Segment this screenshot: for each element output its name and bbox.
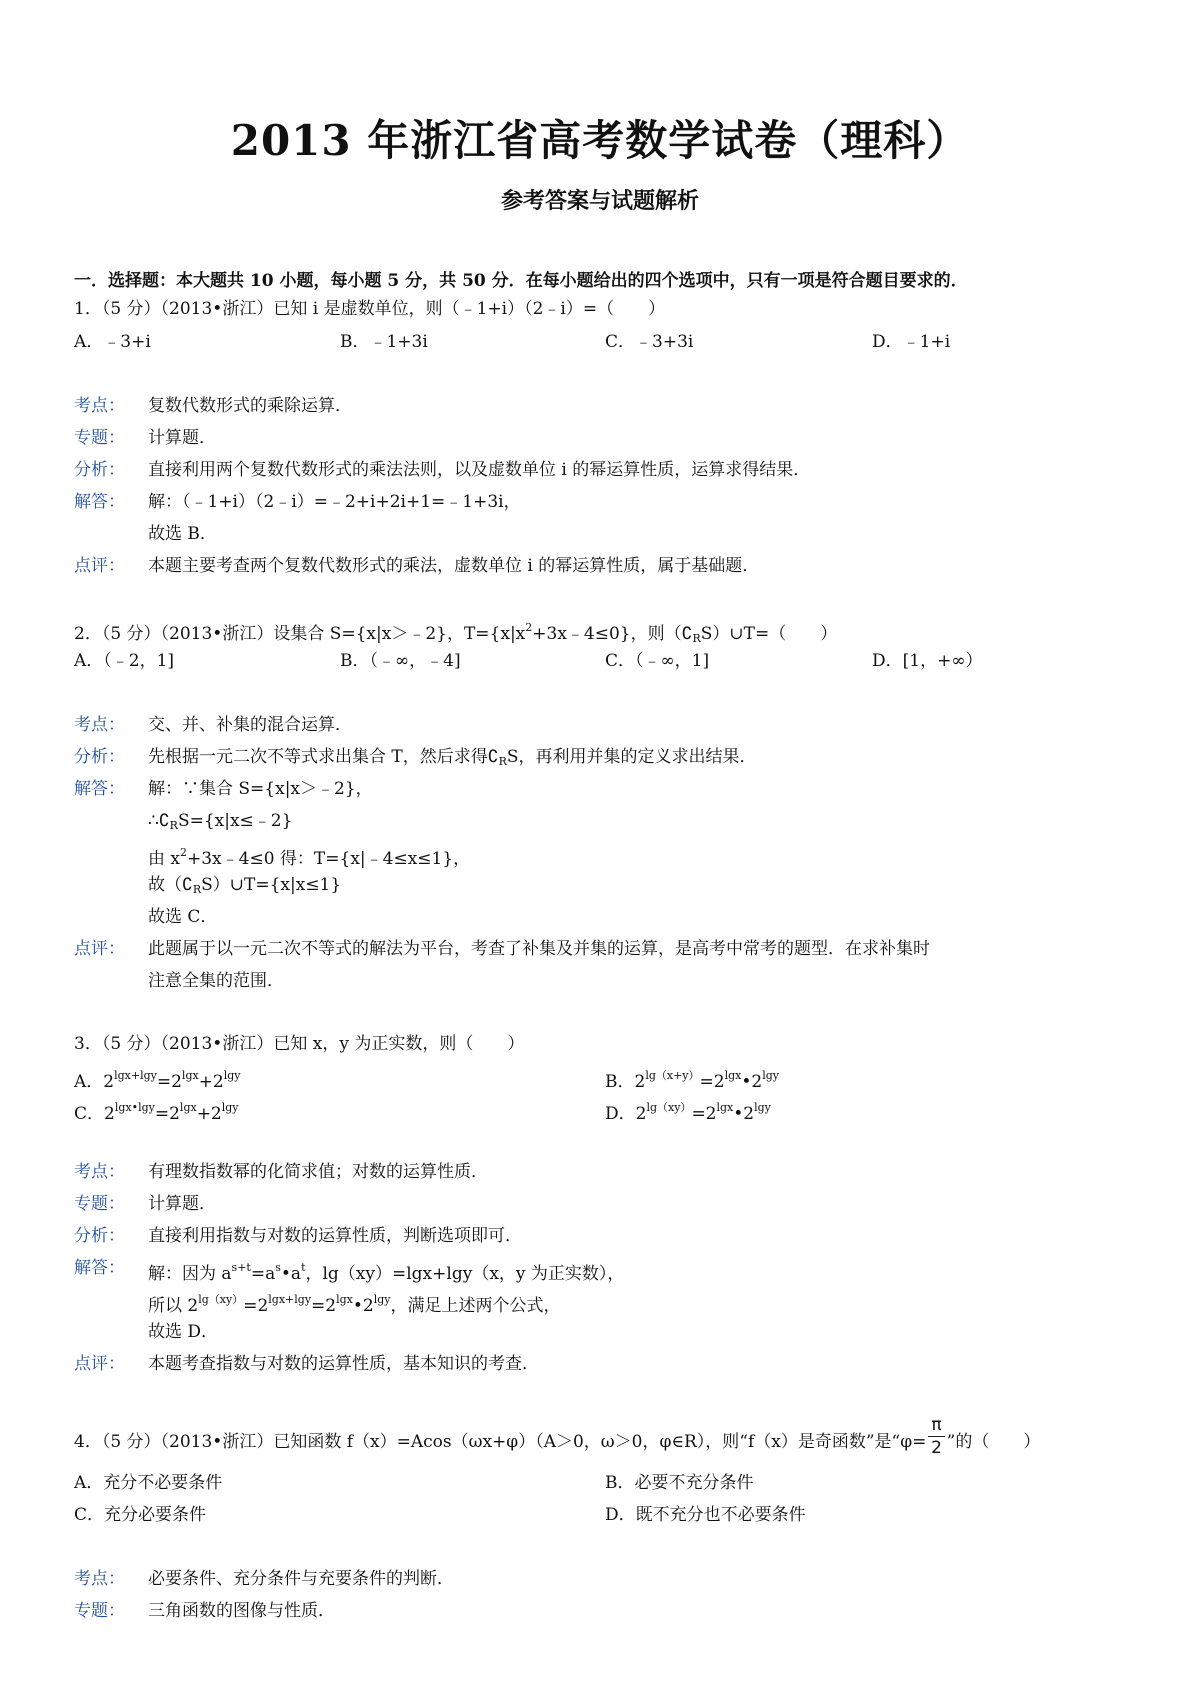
question-3-stem: 3．（5 分）（2013•浙江）已知 x，y 为正实数，则（ ） [74,1034,525,1054]
q4-zhuanti: 三角函数的图像与性质． [148,1601,335,1621]
q2-option-b: B．（﹣∞，﹣4] [340,651,461,671]
q1-fenxi: 直接利用两个复数代数形式的乘法法则，以及虚数单位 i 的幂运算性质，运算求得结果． [148,460,811,480]
q3-option-c: C．$2^{lgx•lgy}=2^{lgx}+2^{lgy}$ [74,1101,239,1124]
q3-option-b: B．$2^{lg(x+y)}=2^{lgx}•2^{lgy}$ [605,1069,779,1092]
q2-dianping-label: 点评： [74,939,125,959]
q3-jieda-line-1: 解：因为 $a^{s+t}=a^s•a^t$，lg（xy）=lgx+lgy（x，y 为正实数）， [148,1261,625,1284]
section-header: 一．选择题：本大题共 10 小题，每小题 5 分，共 50 分．在每小题给出的四个选项中，只有一项是符合题目要求的． [74,271,968,291]
q1-dianping-label: 点评： [74,556,125,576]
question-1-stem: 1．（5 分）（2013•浙江）已知 i 是虚数单位，则（﹣1+i）（2﹣i）=（ ） [74,299,666,319]
q1-option-d: D．﹣1+i [872,332,951,352]
q1-fenxi-label: 分析： [74,460,125,480]
q1-dianping: 本题主要考查两个复数代数形式的乘法，虚数单位 i 的幂运算性质，属于基础题． [148,556,760,576]
q3-dianping-label: 点评： [74,1354,125,1374]
q1-kaodian-label: 考点： [74,396,125,416]
q2-option-c: C．（﹣∞，1] [605,651,710,671]
q2-jieda-line-1: 解：∵集合 S={x|x＞﹣2}， [148,779,373,799]
q3-jieda-label: 解答： [74,1258,125,1278]
question-4-stem: 4．（5 分）（2013•浙江）已知函数 f（x）=Acos（ωx+φ）（A＞0，ω＞0，φ∈R），则“f（x）是奇函数”是“φ= $\frac{\pi}{2}$ ”的（ ） [74,1415,1041,1458]
q2-jieda-line-2: $\therefore∁_RS=\{x|x\le﹣2\}$ [148,811,293,832]
q2-kaodian: 交、并、补集的混合运算． [148,715,352,735]
q2-jieda-line-5: 故选 C． [148,907,218,927]
q4-kaodian-label: 考点： [74,1569,125,1589]
q2-dianping-line-2: 注意全集的范围． [148,971,284,991]
q2-jieda-label: 解答： [74,779,125,799]
q2-jieda-line-4: 故$(∁_RS)\cup T=\{x|x\le 1\}$ [148,875,342,896]
q3-option-d: D．$2^{lg(xy)}=2^{lgx}•2^{lgy}$ [605,1101,771,1124]
question-2-stem: 2．（5 分）（2013•浙江）设集合 S={x|x＞﹣2}，$T=\{x|x^2+3x﹣4\le 0\}$，则$(∁_RS)\cup T=$（ ） [74,621,838,645]
q1-kaodian: 复数代数形式的乘除运算． [148,396,352,416]
q1-option-c: C．﹣3+3i [605,332,694,352]
q2-jieda-line-3: 由 $x^2+3x﹣4\le 0$ 得：T={x|﹣4≤x≤1}， [148,846,471,869]
q3-option-a: A．$2^{lgx+lgy}=2^{lgx}+2^{lgy}$ [74,1069,241,1092]
q2-option-a: A．（﹣2，1] [74,651,175,671]
q1-jieda-label: 解答： [74,492,125,512]
q1-option-a: A．﹣3+i [74,332,151,352]
q3-zhuanti: 计算题． [148,1194,216,1214]
q3-zhuanti-label: 专题： [74,1194,125,1214]
q1-option-b: B．﹣1+3i [340,332,428,352]
q4-option-c: C．充分必要条件 [74,1505,207,1525]
q1-zhuanti: 计算题． [148,428,216,448]
q1-zhuanti-label: 专题： [74,428,125,448]
q4-zhuanti-label: 专题： [74,1601,125,1621]
q4-option-d: D．既不充分也不必要条件 [605,1505,806,1525]
q3-kaodian: 有理数指数幂的化简求值；对数的运算性质． [148,1162,488,1182]
q1-jieda-line-1: 解：（﹣1+i）（2﹣i）=﹣2+i+2i+1=﹣1+3i， [148,492,521,512]
q4-option-a: A．充分不必要条件 [74,1473,223,1493]
q2-option-d: D．[1，+∞） [872,651,983,671]
q3-jieda-line-2: 所以 $2^{lg(xy)}=2^{lgx+lgy}=2^{lgx}•2^{lgy}$，满足上述两个公式， [148,1293,561,1316]
page-title: 2013 年浙江省高考数学试卷（理科） [230,116,970,165]
q2-kaodian-label: 考点： [74,715,125,735]
q1-jieda-line-2: 故选 B． [148,524,217,544]
q3-jieda-line-3: 故选 D． [148,1322,219,1342]
q2-fenxi-label: 分析： [74,747,125,767]
q2-dianping-line-1: 此题属于以一元二次不等式的解法为平台，考查了补集及并集的运算，是高考中常考的题型．在求补集时 [148,939,930,959]
page-subtitle: 参考答案与试题解析 [500,188,699,214]
q4-option-b: B．必要不充分条件 [605,1473,754,1493]
pi-over-2-fraction: $\frac{\pi}{2}$ [928,1414,944,1459]
q3-fenxi-label: 分析： [74,1226,125,1246]
q3-dianping: 本题考查指数与对数的运算性质，基本知识的考查． [148,1354,539,1374]
q3-kaodian-label: 考点： [74,1162,125,1182]
q4-kaodian: 必要条件、充分条件与充要条件的判断． [148,1569,454,1589]
q2-fenxi: 先根据一元二次不等式求出集合 T，然后求得$∁_RS$，再利用并集的定义求出结果． [148,747,757,768]
q3-fenxi: 直接利用指数与对数的运算性质，判断选项即可． [148,1226,522,1246]
